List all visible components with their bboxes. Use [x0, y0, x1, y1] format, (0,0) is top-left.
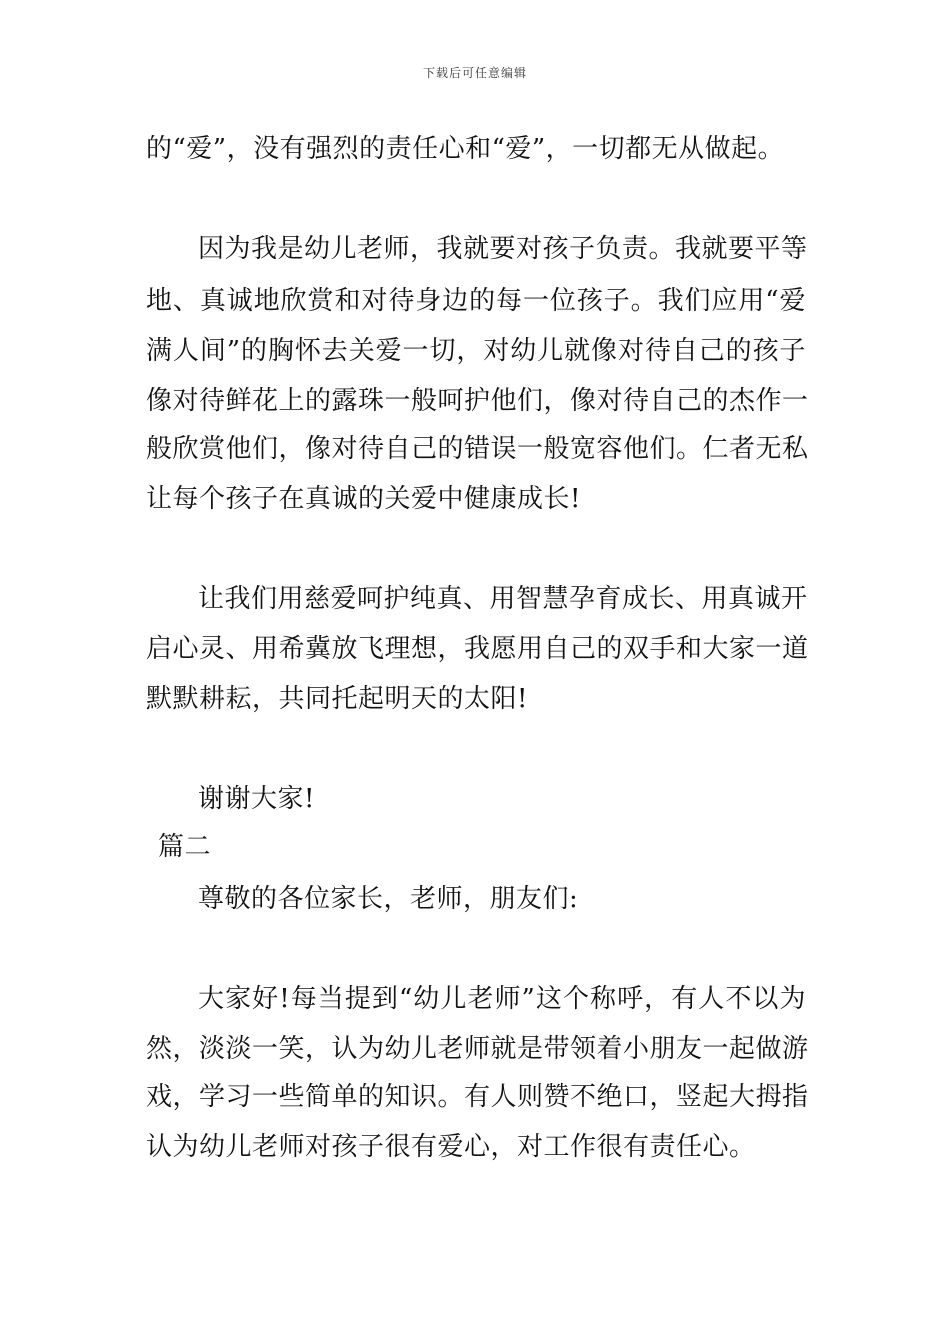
page-header: 下载后可任意编辑 — [422, 66, 527, 80]
paragraph-3-line-1: 让我们用慈爱呵护纯真、用智慧孕育成长、用真诚开 — [198, 584, 808, 614]
paragraph-1-line-1: 的“爱”，没有强烈的责任心和“爱”，一切都无从做起。 — [146, 134, 785, 164]
paragraph-4-line-3: 戏，学习一些简单的知识。有人则赞不绝口，竖起大拇指 — [146, 1082, 809, 1112]
paragraph-4-line-4: 认为幼儿老师对孩子很有爱心，对工作很有责任心。 — [146, 1132, 756, 1162]
paragraph-3-line-3: 默默耕耘，共同托起明天的太阳! — [146, 684, 528, 714]
paragraph-2-line-5: 般欣赏他们，像对待自己的错误一般宽容他们。仁者无私 — [146, 434, 809, 464]
paragraph-2-line-6: 让每个孩子在真诚的关爱中健康成长! — [146, 484, 581, 514]
paragraph-4-line-2: 然，淡淡一笑，认为幼儿老师就是带领着小朋友一起做游 — [146, 1034, 809, 1064]
paragraph-4-line-1: 大家好!每当提到“幼儿老师”这个称呼，有人不以为 — [198, 984, 806, 1014]
paragraph-3-line-2: 启心灵、用希冀放飞理想，我愿用自己的双手和大家一道 — [146, 634, 809, 664]
paragraph-2-line-4: 像对待鲜花上的露珠一般呵护他们，像对待自己的杰作一 — [146, 386, 809, 416]
paragraph-2-line-3: 满人间”的胸怀去关爱一切，对幼儿就像对待自己的孩子 — [146, 336, 806, 366]
paragraph-2-line-1: 因为我是幼儿老师，我就要对孩子负责。我就要平等 — [198, 234, 808, 264]
closing-thanks: 谢谢大家! — [198, 784, 315, 814]
section-heading: 篇二 — [158, 832, 212, 862]
paragraph-2-line-2: 地、真诚地欣赏和对待身边的每一位孩子。我们应用“爱 — [146, 286, 806, 316]
salutation: 尊敬的各位家长，老师，朋友们: — [198, 884, 579, 914]
